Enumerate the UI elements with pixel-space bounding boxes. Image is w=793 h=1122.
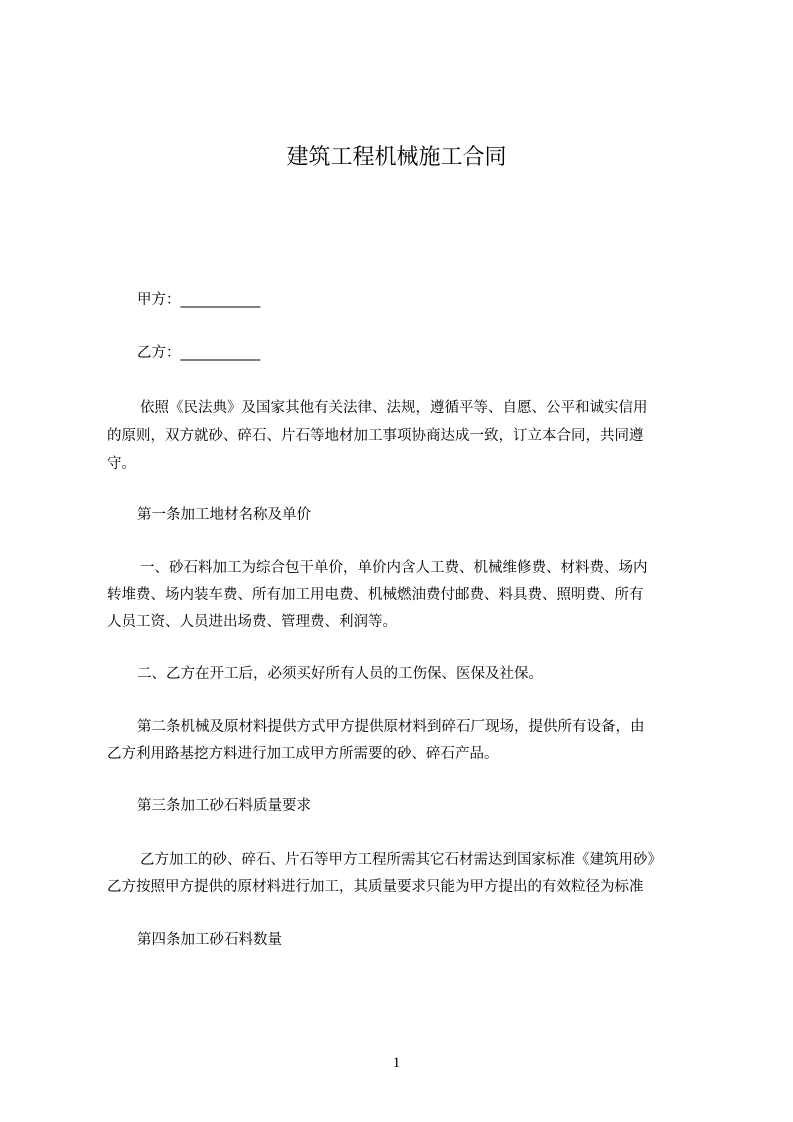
page-number: 1 bbox=[392, 1055, 401, 1071]
article1-item1-line: 一、砂石料加工为综合包干单价，单价内含人工费、机械维修费、材料费、场内 bbox=[140, 560, 648, 576]
article2-line: 乙方利用路基挖方料进行加工成甲方所需要的砂、碎石产品。 bbox=[107, 746, 499, 762]
article1-heading: 第一条加工地材名称及单价 bbox=[137, 507, 311, 523]
article3-body-line: 乙方加工的砂、碎石、片石等甲方工程所需其它石材需达到国家标准《建筑用砂》 bbox=[140, 852, 662, 868]
article1-item2: 二、乙方在开工后，必须买好所有人员的工伤保、医保及社保。 bbox=[137, 666, 543, 682]
preamble-line: 的原则，双方就砂、碎石、片石等地材加工事项协商达成一致，订立本合同，共同遵 bbox=[107, 428, 644, 444]
article1-item1-line: 转堆费、场内装车费、所有加工用电费、机械燃油费付邮费、料具费、照明费、所有 bbox=[107, 587, 644, 603]
party-b-line: 乙方：___________ bbox=[137, 345, 261, 361]
document-title: 建筑工程机械施工合同 bbox=[286, 145, 507, 170]
article2-line: 第二条机械及原材料提供方式甲方提供原材料到碎石厂现场，提供所有设备，由 bbox=[137, 719, 645, 735]
article1-item1-line: 人员工资、人员进出场费、管理费、利润等。 bbox=[107, 614, 397, 630]
article3-body-line: 乙方按照甲方提供的原材料进行加工，其质量要求只能为甲方提出的有效粒径为标准 bbox=[107, 879, 644, 895]
article4-heading: 第四条加工砂石料数量 bbox=[137, 932, 282, 948]
article3-heading: 第三条加工砂石料质量要求 bbox=[137, 798, 311, 814]
party-a-line: 甲方：___________ bbox=[137, 292, 261, 308]
preamble-line: 依照《民法典》及国家其他有关法律、法规，遵循平等、自愿、公平和诚实信用 bbox=[140, 400, 648, 416]
preamble-line: 守。 bbox=[107, 456, 136, 472]
